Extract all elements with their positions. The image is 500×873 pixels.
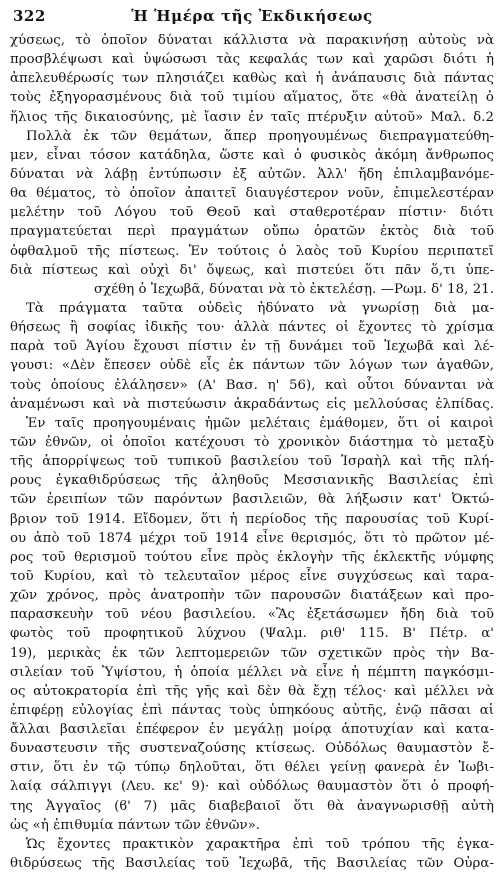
text-line: μελέτην τοῦ Λόγου τοῦ Θεοῦ καὶ σταθεροτέραν πίστιν· διότι bbox=[10, 205, 494, 221]
text-line: τῆς ἀπορρίψεως τοῦ τυπικοῦ βασιλείου τοῦ Ἰσραὴλ καὶ τῆς πλή- bbox=[10, 454, 494, 470]
text-line: 19), μερικὰς ἐκ τῶν λεπτομερειῶν τῶν σχετικῶν πρὸς τὴν Βα- bbox=[10, 645, 494, 661]
page-number: 322 bbox=[13, 7, 46, 25]
paragraph-first-line: Ἐν ταῖς προηγουμέναις ἡμῶν μελέταις ἐμάθομεν, ὅτι οἱ καιροὶ bbox=[26, 415, 494, 431]
text-line: λαίᾳ σάλπιγγι (Λευ. κε' 9)· καὶ οὐδόλως θαυμαστὸν ὅτι ὁ προφή- bbox=[10, 779, 494, 795]
text-line: παρασκευὴν τοῦ νέου βασιλείου. «Ἂς ἐξετάσωμεν ἤδη διὰ τοῦ bbox=[10, 607, 494, 623]
text-line: ρος τοῦ θερισμοῦ τούτου εἶνε πρὸς ἐκλογὴν τῆς ἐκλεκτῆς νύμφης bbox=[10, 549, 494, 565]
text-line: γουσι: «Δὲν ἔπεσεν οὐδὲ εἷς ἐκ πάντων τῶν λόγων των ἀγαθῶν, bbox=[10, 358, 494, 374]
body-text bbox=[10, 31, 494, 873]
text-line: ἐπιφέρῃ εὐλογίας ἐπὶ πάντας τοὺς ὑπηκόους αὐτῆς, ἐνῷ πᾶσαι αἱ bbox=[10, 702, 494, 718]
text-line: ὀφθαλμοῦ τῆς πίστεως. Ἐν τούτοις ὁ λαὸς τοῦ Κυρίου περιπατεῖ bbox=[10, 243, 494, 259]
text-line: ἀναμένωσι καὶ νὰ πιστεύωσιν ἀκραδάντως εἰς μελλούσας ἐλπίδας. bbox=[10, 396, 494, 412]
text-line: μεν, εἶναι τόσον κατάδηλα, ὥστε καὶ ὁ φυσικὸς ἀκόμη ἄνθρωπος bbox=[10, 147, 494, 163]
text-line: σχέθη ὁ Ἰεχωβᾶ, δύναται νὰ τὸ ἐκτελέσῃ. —Ρωμ. δ' 18, 21. bbox=[94, 281, 494, 297]
text-line: τῶν ἐθνῶν, οἱ ὁποῖοι κατέχουσι τὸ χρονικὸν διάστημα τὸ μεταξὺ bbox=[10, 434, 494, 450]
text-line: παρὰ τοῦ Ἁγίου ἔχουσι πίστιν ἐν τῇ δυνάμει τοῦ Ἰεχωβᾶ καὶ λέ- bbox=[10, 339, 494, 355]
text-line: χῶν χρόνος, πρὸς ἀνατροπὴν τῶν παρουσῶν διατάξεων καὶ προ- bbox=[10, 588, 494, 604]
text-line: τοῦ Κυρίου, καὶ τὸ τελευταῖον μέρος εἶνε συγχύσεως καὶ ταρα- bbox=[10, 568, 494, 584]
text-line: στιν, ὅτι ἐν τῷ τύπῳ δηλοῦται, ὅτι θέλει γείνῃ φανερὰ ἐν Ἰωβι- bbox=[10, 760, 494, 776]
text-line: δυναστευσιν τῆς συστεναζούσης κτίσεως. Οὐδόλως θαυμαστὸν ἔ- bbox=[10, 741, 494, 757]
text-line: ος αὐτοκρατορία ἐπὶ τῆς γῆς καὶ δὲν θὰ ἔχῃ τέλος· καὶ μέλλει νὰ bbox=[10, 683, 494, 699]
text-line: ου ἀπὸ τοῦ 1874 μέχρι τοῦ 1914 εἶνε θερισμός, ὅτι τὸ πρῶτον μέ- bbox=[10, 530, 494, 546]
text-line: τῶν ἐρειπίων τῶν παρόντων βασιλειῶν, θὰ λήξωσιν κατ' Ὀκτώ- bbox=[10, 492, 494, 508]
running-head bbox=[10, 6, 494, 30]
text-line: ἀπελευθέρωσίς των πλησιάζει καθὼς καὶ ἡ ἀνάπαυσις διὰ πάντας bbox=[10, 71, 494, 87]
text-line: ἄλλαι βασιλεῖαι ἐπέφερον ἐν μεγάλῃ μοίρᾳ ἀποτυχίαν καὶ κατα- bbox=[10, 722, 494, 738]
running-title: Ἡ Ἡμέρα τῆς Ἐκδικήσεως bbox=[131, 7, 373, 25]
paragraph-first-line: Τὰ πράγματα ταῦτα οὐδεὶς ἠδύνατο νὰ γνωρίσῃ διὰ μα- bbox=[26, 300, 494, 316]
text-line: χύσεως, τὸ ὁποῖον δύναται κάλλιστα νὰ παρακινήσῃ αὐτοὺς νὰ bbox=[10, 33, 494, 48]
text-line: της Ἀγγαῖος (ϐ' 7) μᾶς διαβεβαιοῖ ὅτι θὰ ἀναγνωρισθῇ αὐτὴ bbox=[10, 798, 494, 814]
text-line: σιλείαν τοῦ Ὑψίστου, ἡ ὁποία μέλλει νὰ εἶνε ἡ πέμπτη παγκόσμι- bbox=[10, 664, 494, 680]
text-line: ρους ἐγκαθιδρύσεως τῆς ἀληθοῦς Μεσσιανικῆς Βασιλείας ἐπὶ bbox=[10, 473, 494, 489]
text-line: τοὺς ὁποίους ἐλάλησεν» (Α' Βασ. η' 56), καὶ οὗτοι δύνανται νὰ bbox=[10, 377, 494, 393]
text-line: θήσεως ἢ σοφίας ἰδικῆς του· ἀλλὰ πάντες οἱ ἔχοντες τὸ χρίσμα bbox=[10, 320, 494, 336]
text-line: τοὺς ἐξηγορασμένους διὰ τοῦ τιμίου αἵματος, ὅτε «θὰ ἀνατείλῃ ὁ bbox=[10, 90, 494, 106]
paragraph-first-line: Πολλὰ ἐκ τῶν θεμάτων, ἅπερ προηγουμένως διεπραγματεύθη- bbox=[26, 128, 494, 144]
text-line: ἥλιος τῆς δικαιοσύνης, μὲ ἴασιν ἐν ταῖς πτέρυξιν αὐτοῦ» Μαλ. δ.2 bbox=[10, 109, 494, 125]
text-line: θιδρύσεως τῆς Βασιλείας τοῦ Ἰεχωβᾶ, τῆς Βασιλείας τῶν Οὐρα- bbox=[10, 856, 494, 872]
text-line: ὡς «ἡ ἐπιθυμία πάντων τῶν ἐθνῶν». bbox=[10, 817, 261, 833]
text-line: δύναται νὰ λάβῃ ἐντύπωσιν ἐξ αὐτῶν. Ἀλλ' ἤδη ἐπιλαμβανόμε- bbox=[10, 166, 494, 182]
text-line: βριον τοῦ 1914. Εἴδομεν, ὅτι ἡ περίοδος τῆς παρουσίας τοῦ Κυρί- bbox=[10, 511, 494, 527]
text-line: φωτὸς τοῦ προφητικοῦ λύχνου (Ψαλμ. ριθ' 115. Β' Πέτρ. α' bbox=[10, 626, 494, 642]
text-line: θα θέματος, τὸ ὁποῖον ἀπαιτεῖ διαυγέστερον νοῦν, ἐπιμελεστέραν bbox=[10, 186, 494, 202]
text-line: διὰ πίστεως καὶ οὐχὶ δι' ὄψεως, καὶ πιστεύει ὅτι πᾶν ὅ,τι ὑπε- bbox=[10, 262, 494, 278]
text-line: πραγματεύεται περὶ πραγμάτων οὔπω ὁρατῶν ἐκτὸς διὰ τοῦ bbox=[10, 224, 494, 240]
text-line: προσβλέψωσι καὶ ὑψώσωσι τὰς κεφαλάς των καὶ χαρῶσι διότι ἡ bbox=[10, 52, 494, 68]
paragraph-first-line: Ὡς ἔχοντες πρακτικὸν χαρακτῆρα ἐπὶ τοῦ τρόπου τῆς ἐγκα- bbox=[26, 836, 494, 852]
